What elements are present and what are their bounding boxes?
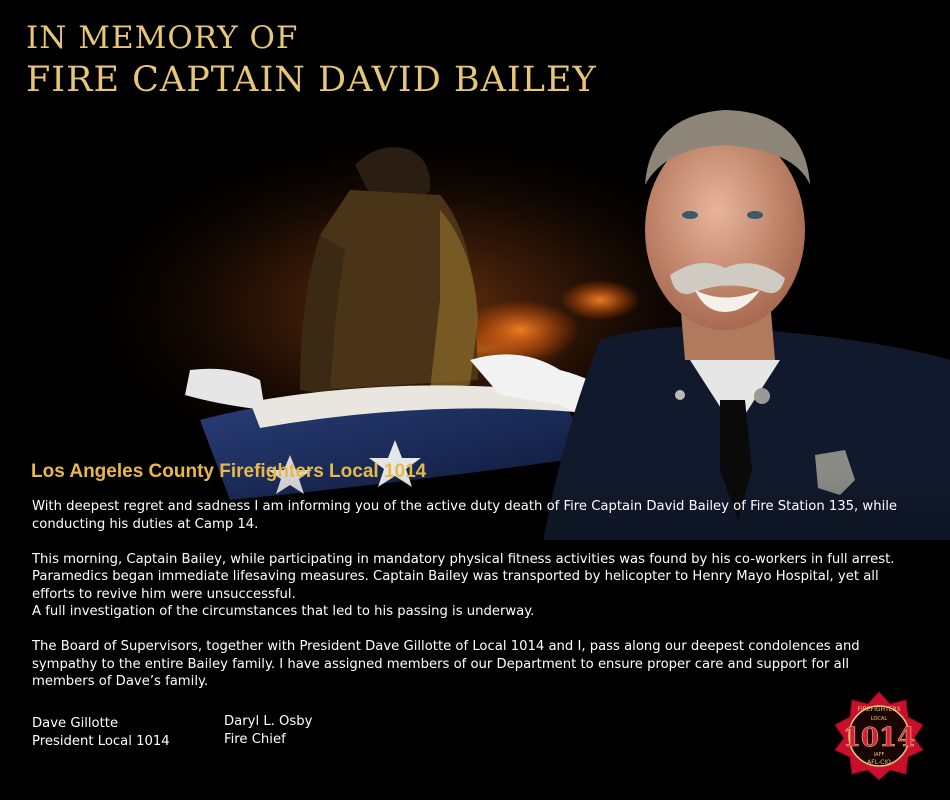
paragraph-text: This morning, Captain Bailey, while participating in mandatory physical fitness activities was found by his co-workers in full arrest. Paramedics began immediate lifesaving measures. Captain Bailey was transported by helicopter to Henry Mayo Hospital, yet all efforts to revive him were unsuccessful.	[32, 551, 895, 602]
signature-title: President Local 1014	[32, 734, 170, 749]
svg-text:IAFF: IAFF	[873, 752, 885, 758]
svg-text:FIREFIGHTERS: FIREFIGHTERS	[857, 706, 901, 713]
svg-text:AFL-CIO: AFL-CIO	[867, 759, 891, 766]
svg-text:LOCAL: LOCAL	[870, 716, 888, 722]
memorial-heading-line2: FIRE CAPTAIN DAVID BAILEY	[26, 60, 597, 100]
organization-name: Los Angeles County Firefighters Local 1014	[31, 461, 427, 482]
message-paragraph-1	[32, 498, 912, 533]
signature-name: Daryl L. Osby	[224, 714, 313, 729]
memorial-heading-line1: IN MEMORY OF	[26, 20, 299, 56]
local-1014-logo	[832, 690, 926, 782]
paragraph-text: The Board of Supervisors, together with President Dave Gillotte of Local 1014 and I, pass along our deepest condolences and sympathy to the entire Bailey family. I have assigned members of our Department to ensure proper care and support for all members of Dave’s family.	[32, 639, 860, 689]
paragraph-text: A full investigation of the circumstances that led to his passing is underway.	[32, 604, 535, 619]
message-paragraph-3	[32, 638, 912, 691]
memorial-message	[32, 498, 912, 708]
signature-title: Fire Chief	[224, 732, 286, 747]
svg-text:1014: 1014	[842, 723, 916, 753]
message-paragraph-2	[32, 551, 912, 621]
signature-president	[32, 715, 170, 751]
signature-name: Dave Gillotte	[32, 716, 119, 731]
paragraph-text: With deepest regret and sadness I am informing you of the active duty death of Fire Captain David Bailey of Fire Station 135, while conducting his duties at Camp 14.	[32, 499, 898, 532]
signature-fire-chief	[224, 713, 312, 749]
